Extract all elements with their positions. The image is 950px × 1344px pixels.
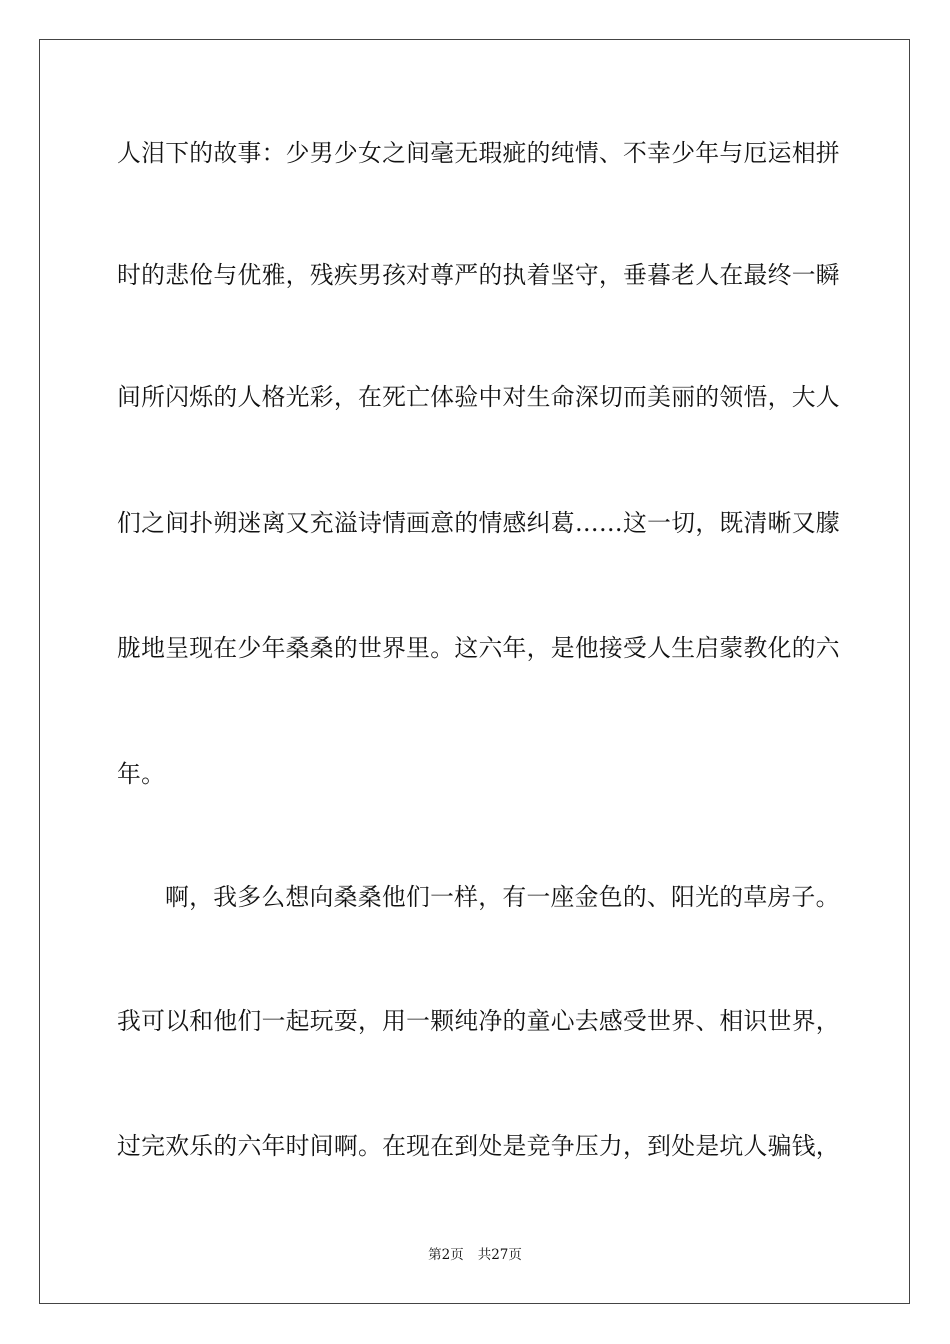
page-number: 第2页	[428, 1247, 464, 1263]
paragraph-first-line: 啊，我多么想向桑桑他们一样，有一座金色的、阳光的草房子。	[165, 883, 840, 911]
text-line: 们之间扑朔迷离又充溢诗情画意的情感纠葛……这一切，既清晰又朦	[117, 509, 840, 537]
page-border	[39, 39, 910, 1304]
text-line: 年。	[117, 760, 166, 788]
text-line: 胧地呈现在少年桑桑的世界里。这六年，是他接受人生启蒙教化的六	[117, 634, 840, 662]
text-line: 过完欢乐的六年时间啊。在现在到处是竞争压力，到处是坑人骗钱，	[117, 1132, 840, 1160]
text-line: 人泪下的故事：少男少女之间毫无瑕疵的纯情、不幸少年与厄运相拼	[117, 139, 840, 167]
page-footer	[0, 1246, 950, 1264]
text-line: 间所闪烁的人格光彩，在死亡体验中对生命深切而美丽的领悟，大人	[117, 383, 840, 411]
text-line: 我可以和他们一起玩耍，用一颗纯净的童心去感受世界、相识世界，	[117, 1007, 840, 1035]
text-line: 时的悲伧与优雅，残疾男孩对尊严的执着坚守，垂暮老人在最终一瞬	[117, 261, 840, 289]
page-total: 共27页	[477, 1247, 522, 1263]
